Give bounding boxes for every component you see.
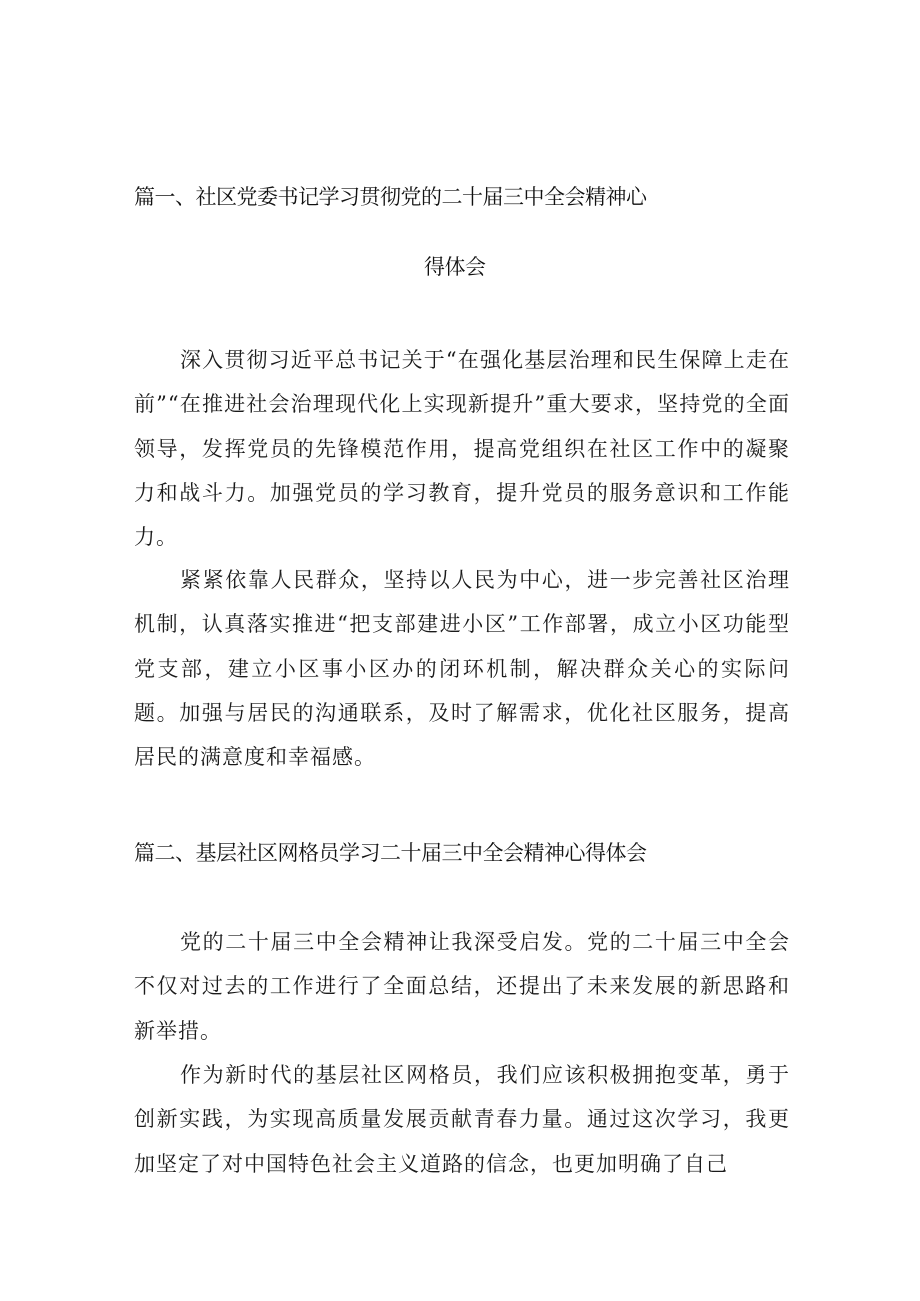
section1-title-line1: 篇一、社区党委书记学习贯彻党的二十届三中全会精神心 <box>134 185 647 209</box>
section2-paragraph-2: 作为新时代的基层社区网格员，我们应该积极拥抱变革，勇于创新实践，为实现高质量发展贡献青春力量。通过这次学习，我更加坚定了对中国特色社会主义道路的信念，也更加明确了自己 <box>134 1063 790 1176</box>
section1-paragraph-1: 深入贯彻习近平总书记关于“在强化基层治理和民生保障上走在前”“在推进社会治理现代化上实现新提升”重大要求，坚持党的全面领导，发挥党员的先锋模范作用，提高党组织在社区工作中的凝聚力和战斗力。加强党员的学习教育，提升党员的服务意识和工作能力。 <box>134 348 790 550</box>
section1-paragraph-2: 紧紧依靠人民群众，坚持以人民为中心，进一步完善社区治理机制，认真落实推进“把支部建进小区”工作部署，成立小区功能型党支部，建立小区事小区办的闭环机制，解决群众关心的实际问题。加强与居民的沟通联系，及时了解需求，优化社区服务，提高居民的满意度和幸福感。 <box>134 568 790 770</box>
section2-title: 篇二、基层社区网格员学习二十届三中全会精神心得体会 <box>134 841 647 865</box>
section1-title-line2: 得体会 <box>424 255 486 279</box>
section2-paragraph-1: 党的二十届三中全会精神让我深受启发。党的二十届三中全会不仅对过去的工作进行了全面总结，还提出了未来发展的新思路和新举措。 <box>134 930 790 1043</box>
